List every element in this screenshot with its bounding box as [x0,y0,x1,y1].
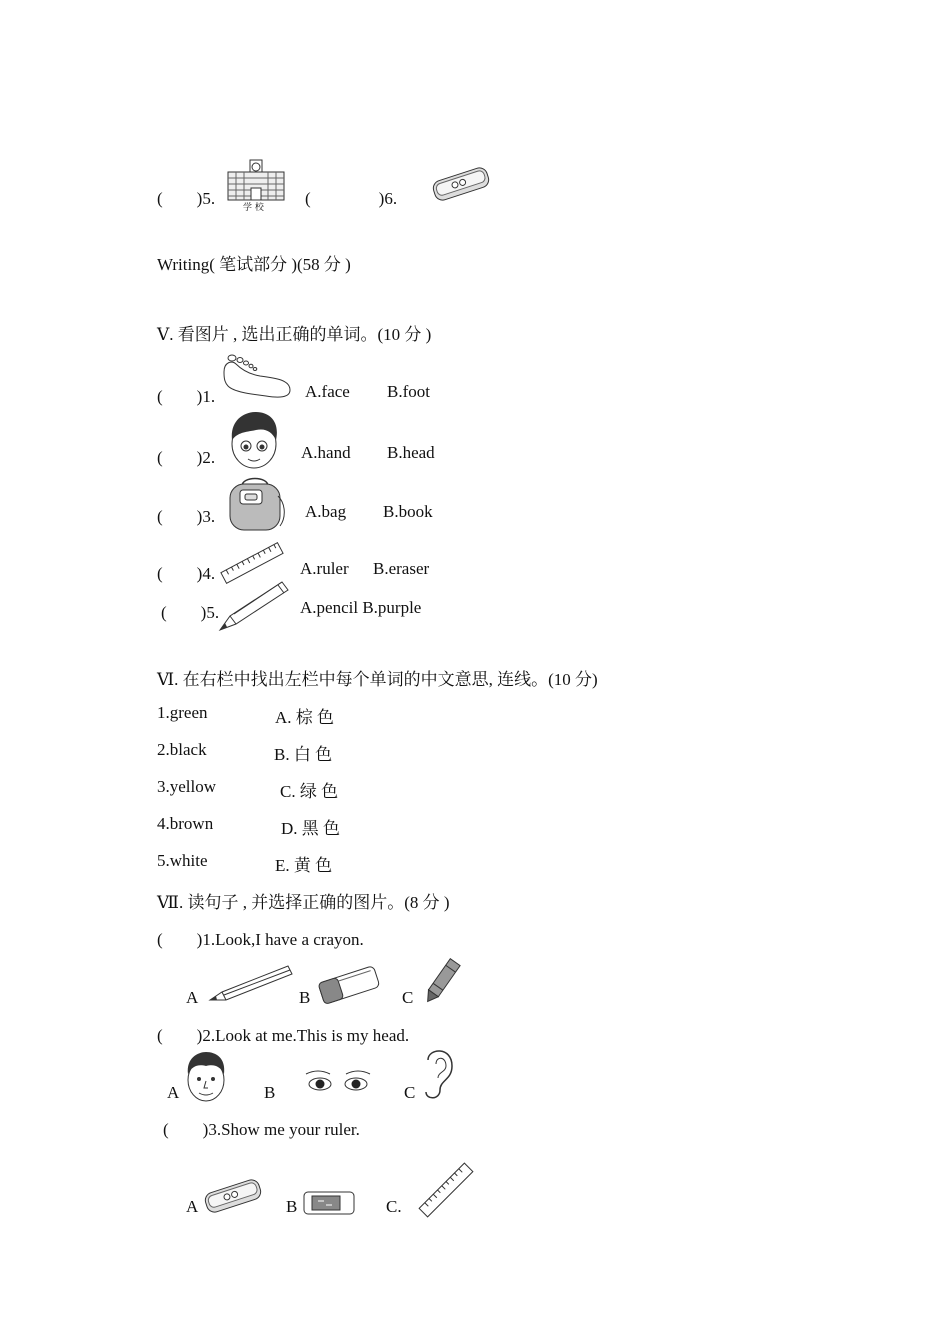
eraser-icon [316,964,382,1006]
ruler-icon [418,1163,474,1217]
s5-q4-option-a: A.ruler [300,559,349,578]
s6-right-d: D. 黑 色 [281,819,341,838]
s5-q4-option-b: B.eraser [373,559,430,578]
s7-q3-label-a: A [186,1197,199,1216]
s7-q2-label-a: A [167,1083,180,1102]
pencil-case-icon [430,164,492,204]
s6-right-a: A. 棕 色 [275,708,335,727]
pencil-icon [216,578,292,634]
boy-head-icon [226,410,282,470]
s7-q3-label-c: C. [386,1197,402,1216]
s6-right-c: C. 绿 色 [280,782,339,801]
pencil-icon [206,962,294,1004]
ear-icon [418,1046,458,1102]
s6-left-4: 4.brown [157,814,214,833]
s5-q1-number: ( )1. [157,387,216,406]
s7-q2-text: ( )2.Look at me.This is my head. [157,1026,410,1045]
s5-q3-option-a: A.bag [305,502,347,521]
s6-left-1: 1.green [157,703,208,722]
s5-q1-option-b: B.foot [387,382,430,401]
eyes-icon [302,1066,374,1096]
foot-icon [220,352,294,400]
s7-q2-label-c: C [404,1083,416,1102]
s7-q2-label-b: B [264,1083,276,1102]
s6-left-5: 5.white [157,851,208,870]
s5-q5-number: ( )5. [161,603,220,622]
school-label: 学 校 [243,203,264,213]
writing-heading: Writing( 笔试部分 )(58 分 ) [157,255,351,274]
s6-right-e: E. 黄 色 [275,856,333,875]
s6-left-3: 3.yellow [157,777,217,796]
section-5-heading: Ⅴ. 看图片 , 选出正确的单词。(10 分 ) [157,325,432,344]
crayon-icon [420,954,464,1008]
section-6-heading: Ⅵ. 在右栏中找出左栏中每个单词的中文意思, 连线。(10 分) [157,670,598,689]
pencil-case-icon [202,1176,264,1216]
s5-q2-number: ( )2. [157,448,216,467]
s5-q4-number: ( )4. [157,564,216,583]
s7-q1-label-c: C [402,988,414,1007]
s7-q3-label-b: B [286,1197,298,1216]
s7-q1-label-b: B [299,988,311,1007]
s5-q3-number: ( )3. [157,507,216,526]
s7-q3-text: ( )3.Show me your ruler. [163,1120,360,1139]
face-icon [184,1050,228,1104]
s6-right-b: B. 白 色 [274,745,333,764]
s7-q1-label-a: A [186,988,199,1007]
s6-left-2: 2.black [157,740,207,759]
s5-q3-option-b: B.book [383,502,433,521]
section-7-heading: Ⅶ. 读句子 , 并选择正确的图片。(8 分 ) [157,893,450,912]
s5-q2-option-b: B.head [387,443,435,462]
eraser-icon [302,1188,358,1218]
s5-q2-option-a: A.hand [301,443,351,462]
s5-q1-option-a: A.face [305,382,350,401]
backpack-icon [224,474,288,534]
s5-q5-options: A.pencil B.purple [300,598,422,617]
question-6-number: ( )6. [305,189,398,208]
question-5-number: ( )5. [157,189,216,208]
s7-q1-text: ( )1.Look,I have a crayon. [157,930,364,949]
